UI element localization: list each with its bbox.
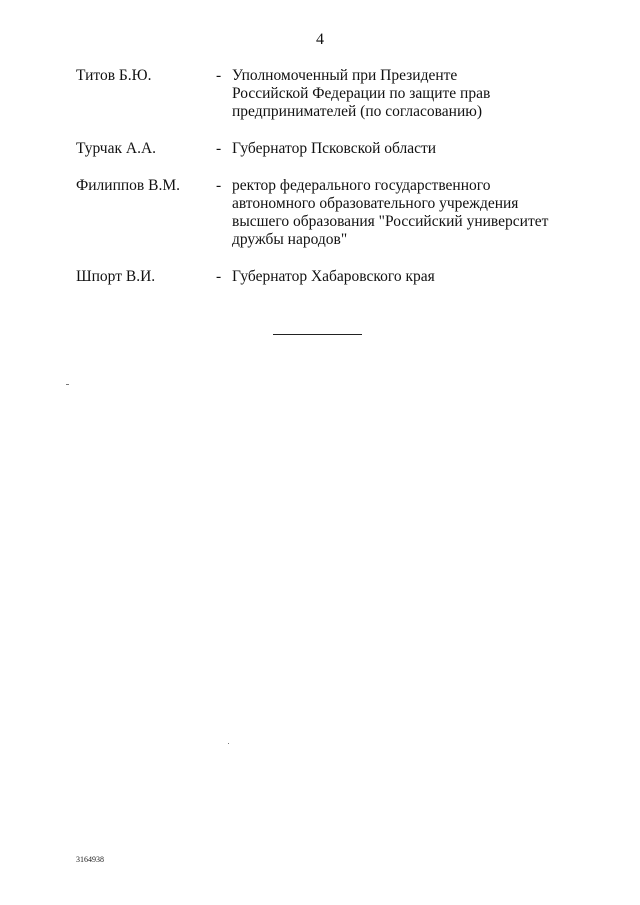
member-entry [76,140,556,158]
position-line: предпринимателей (по согласованию) [232,103,483,120]
member-name: Филиппов В.М. [76,177,180,194]
member-name: Титов Б.Ю. [76,67,152,84]
position-line: высшего образования "Российский университет [232,213,549,230]
member-entry [76,67,556,121]
dash-separator: - [216,67,222,84]
member-entry [76,268,556,286]
position-line: Уполномоченный при Президенте [232,67,458,84]
member-entry [76,177,556,249]
member-position [232,67,556,121]
member-name: Шпорт В.И. [76,268,156,285]
member-position [232,140,556,158]
dash-separator: - [216,177,222,194]
page-number: 4 [316,31,324,48]
member-list [76,67,556,286]
dash-separator: - [216,140,222,157]
member-position [232,268,556,286]
position-line: ректор федерального государственного [232,177,491,194]
document-id: 3164938 [76,855,104,864]
member-name: Турчак А.А. [76,140,157,157]
position-line: Губернатор Хабаровского края [232,268,435,285]
dash-separator: - [216,268,222,285]
position-line: дружбы народов" [232,231,348,248]
scan-artifact [228,743,229,744]
scan-artifact [66,384,69,385]
position-line: автономного образовательного учреждения [232,195,519,212]
end-of-list-rule [273,334,362,335]
position-line: Губернатор Псковской области [232,140,437,157]
member-position [232,177,556,249]
position-line: Российской Федерации по защите прав [232,85,491,102]
